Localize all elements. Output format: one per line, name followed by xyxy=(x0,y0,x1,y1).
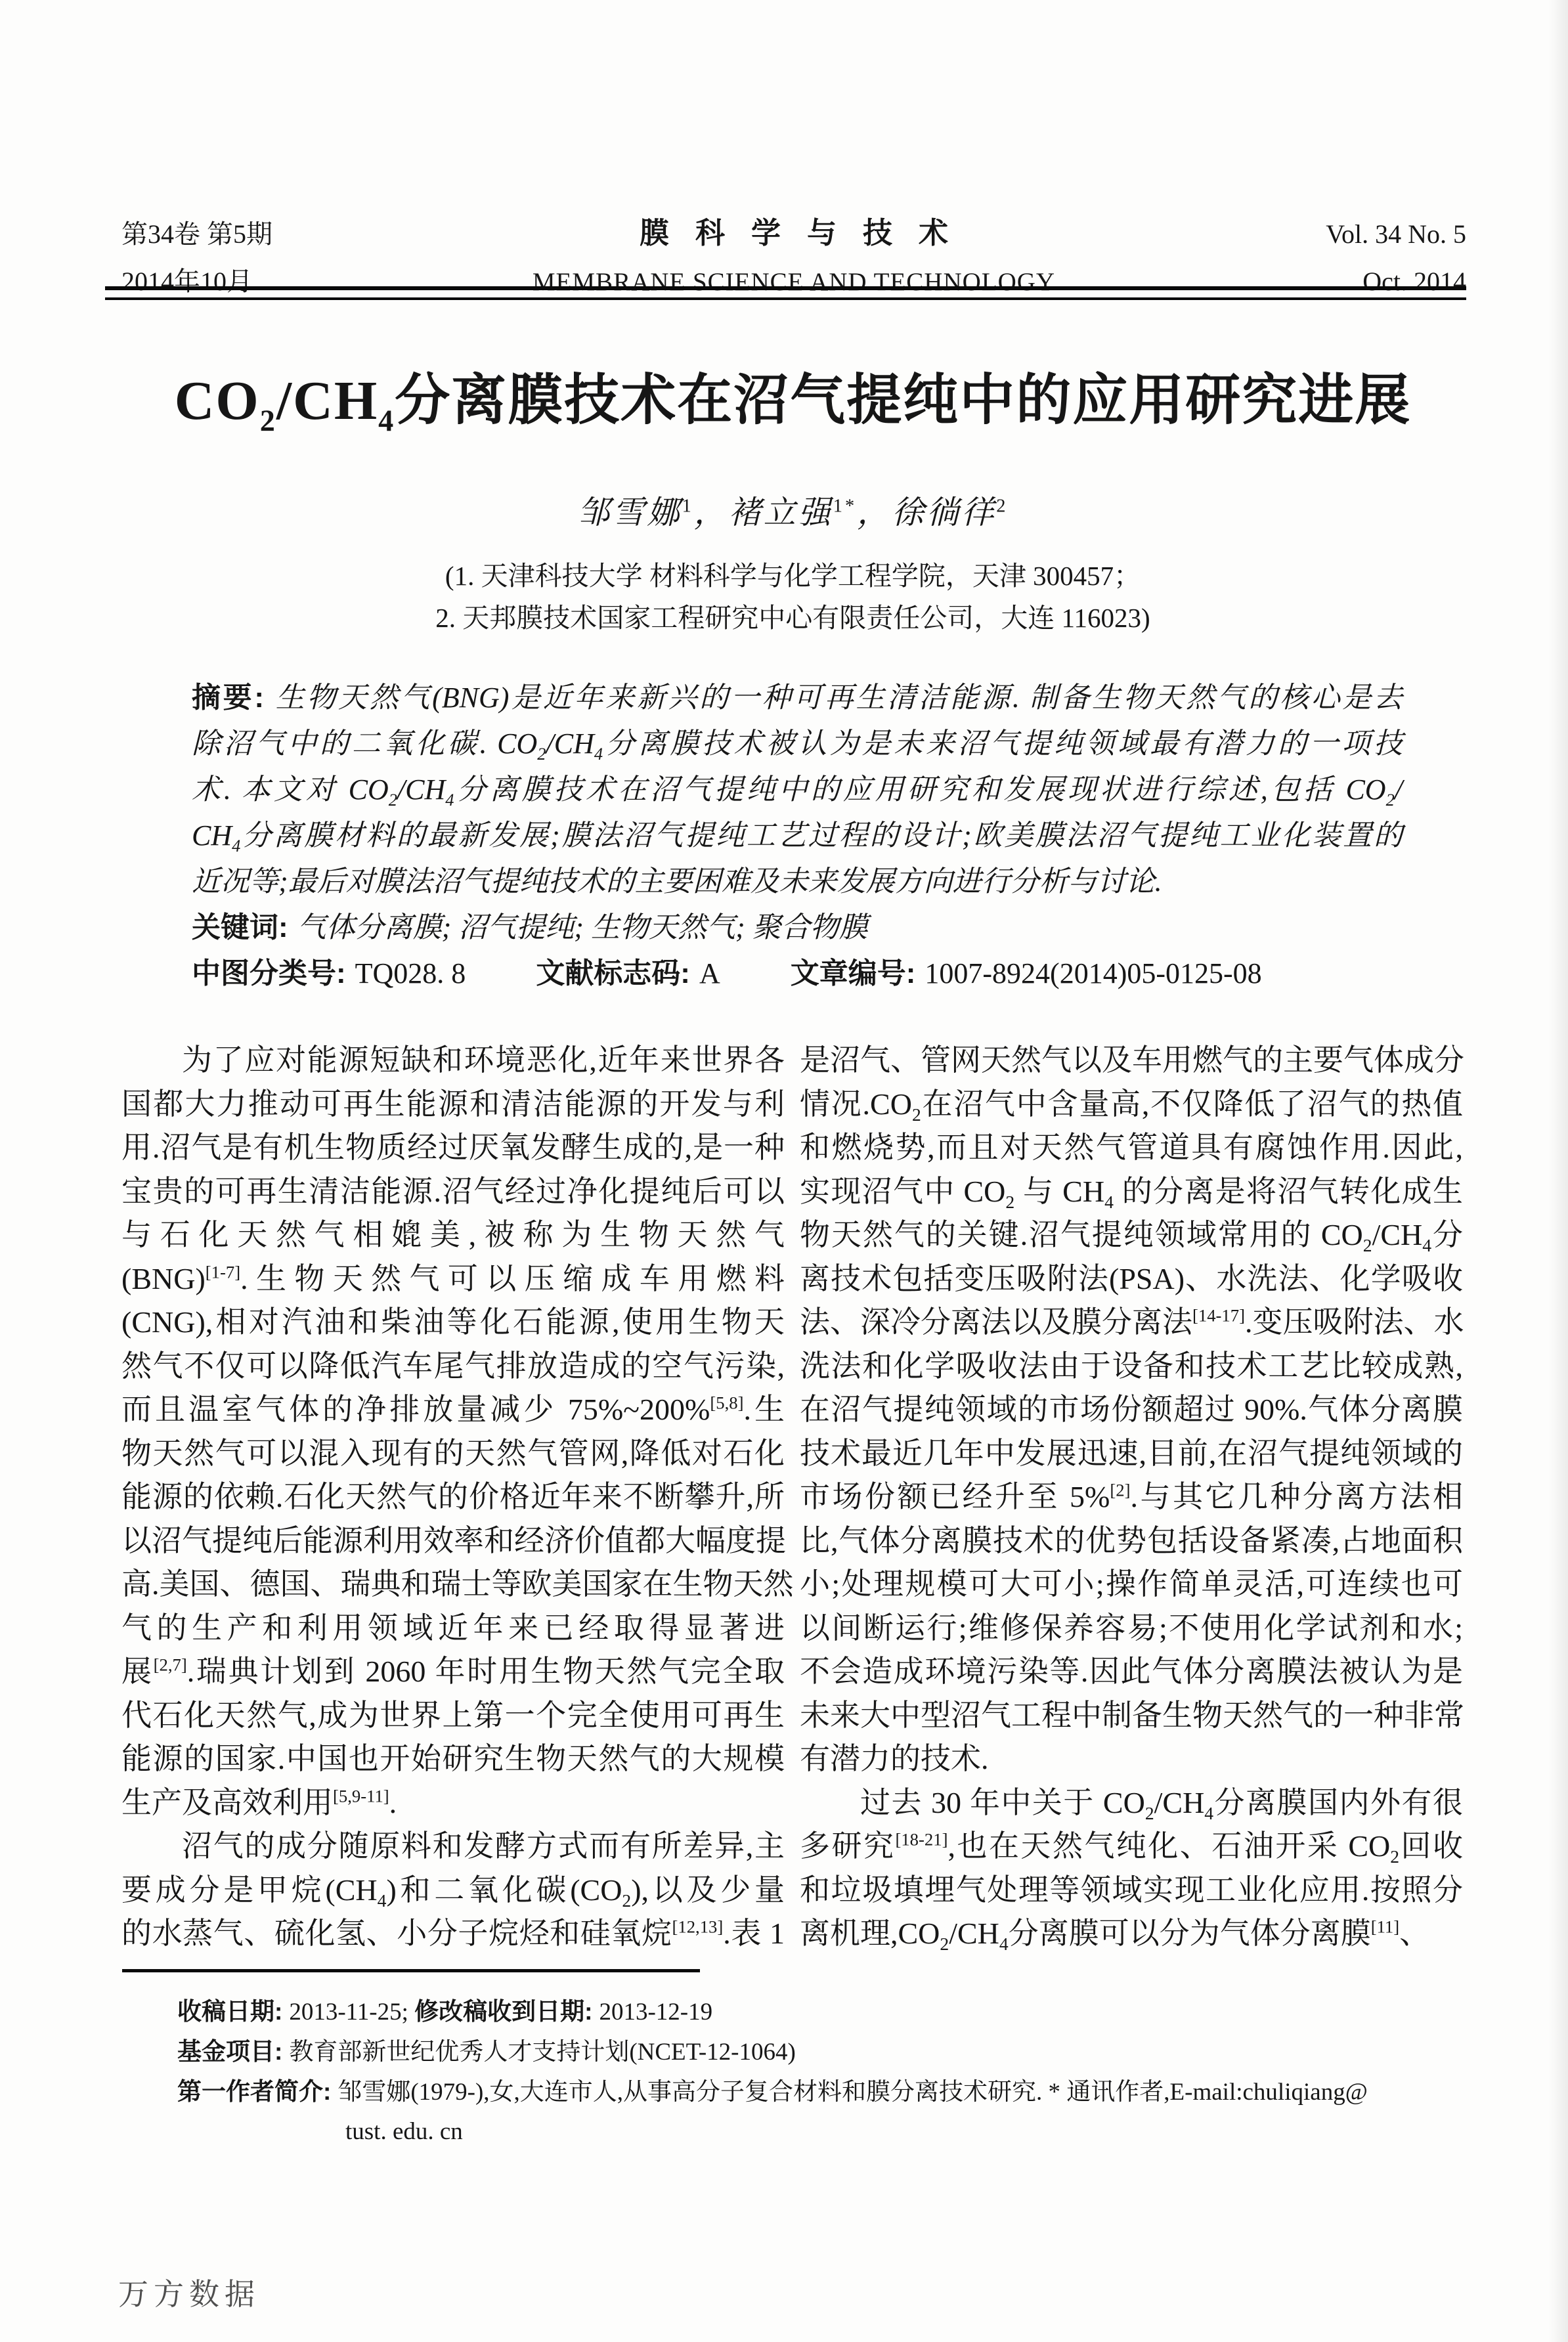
abstract-line: $CH_4$分离膜材料的最新发展;膜法沼气提纯工艺过程的设计;欧美膜法沼气提纯工业化装置的 xyxy=(192,819,1403,856)
article-no-value: 1007-8924(2014)05-0125-08 xyxy=(925,957,1262,989)
body-line: 能源的国家.中国也开始研究生物天然气的大规模 xyxy=(121,1742,785,1775)
header-divider-rule xyxy=(105,286,1466,300)
clc-label: 中图分类号: xyxy=(192,957,346,989)
keywords-text: 气体分离膜; 沼气提纯; 生物天然气; 聚合物膜 xyxy=(297,911,868,943)
body-line: 在沼气提纯领域的市场份额超过 90%.气体分离膜 xyxy=(800,1393,1463,1426)
body-line: 展[2,7].瑞典计划到 2060 年时用生物天然气完全取 xyxy=(121,1655,785,1688)
body-line: 而且温室气体的净排放量减少 75%~200%[5,8].生 xyxy=(121,1393,785,1426)
footnote-author-bio xyxy=(177,2072,1466,2112)
author-bio-label: 第一作者简介: xyxy=(177,2078,332,2105)
keywords-line xyxy=(192,905,1403,951)
body-line: 有潜力的技术. xyxy=(800,1742,989,1775)
article-title: $CO_2/CH_4$分离膜技术在沼气提纯中的应用研究进展 xyxy=(174,370,1412,437)
abstract-label: 摘要: xyxy=(192,682,265,714)
body-line: 市场份额已经升至 5%[2].与其它几种分离方法相 xyxy=(800,1480,1464,1513)
body-line: 法、深冷分离法以及膜分离法[14-17].变压吸附法、水 xyxy=(800,1305,1464,1339)
body-line: 与石化天然气相媲美,被称为生物天然气 xyxy=(121,1218,785,1251)
body-line: 多研究[18-21],也在天然气纯化、石油开采 $CO_2$回收 xyxy=(800,1829,1464,1867)
body-line: 物天然气可以混入现有的天然气管网,降低对石化 xyxy=(121,1436,785,1470)
classification-line xyxy=(192,951,1403,997)
body-line: 然气不仅可以降低汽车尾气排放造成的空气污染, xyxy=(121,1349,785,1383)
body-line: 离机理$,CO_2/CH_4$分离膜可以分为气体分离膜[11]、 xyxy=(800,1917,1430,1955)
affiliation-line-1: (1. 天津科技大学 材料科学与化学工程学院，天津 300457； xyxy=(445,561,1141,591)
body-line: 情况$.CO_2$在沼气中含量高,不仅降低了沼气的热值 xyxy=(800,1087,1464,1125)
body-line: 是沼气、管网天然气以及车用燃气的主要气体成分 xyxy=(800,1043,1464,1077)
abstract-block xyxy=(192,675,1403,997)
article-no-label: 文章编号: xyxy=(790,957,916,989)
body-line: 洗法和化学吸收法由于设备和技术工艺比较成熟, xyxy=(800,1349,1463,1383)
body-line: 以间断运行;维修保养容易;不使用化学试剂和水; xyxy=(800,1611,1463,1645)
abstract-line: 除沼气中的二氧化碳. $CO_2/CH_4$分离膜技术被认为是未来沼气提纯领域最有潜力的一项技 xyxy=(192,727,1403,764)
received-date-label: 收稿日期: xyxy=(177,1998,283,2025)
wanfang-watermark: 万方数据 xyxy=(118,2278,260,2311)
abstract-line: 近况等;最后对膜法沼气提纯技术的主要困难及未来发展方向进行分析与讨论. xyxy=(192,865,1162,898)
abstract-line: 术. 本文对 $CO_2/CH_4$分离膜技术在沼气提纯中的应用研究和发展现状进行综述,包括 $CO_2/$ xyxy=(192,773,1403,810)
body-line: 和燃烧势,而且对天然气管道具有腐蚀作用.因此, xyxy=(800,1131,1463,1164)
footnote-email-continuation: tust. edu. cn xyxy=(345,2118,463,2145)
journal-date-cn: 2014年10月 xyxy=(121,267,253,296)
clc-group xyxy=(192,957,466,989)
doc-code-group xyxy=(536,957,720,989)
body-line: 物天然气的关键.沼气提纯领域常用的 $CO_2/CH_4$分 xyxy=(800,1218,1463,1256)
article-authors: 邹雪娜$^1$，褚立强$^{1*}$，徐徜徉$^2$ xyxy=(577,494,1009,531)
body-column-left xyxy=(121,1039,794,1956)
body-line: 的水蒸气、硫化氢、小分子烷烃和硅氧烷[12,13].表 1 xyxy=(121,1917,785,1950)
article-no-group xyxy=(791,957,1262,989)
footnote-separator-rule xyxy=(122,1969,700,1972)
body-line: 和垃圾填埋气处理等领域实现工业化应用.按照分 xyxy=(800,1873,1463,1907)
body-line: 以沼气提纯后能源利用效率和经济价值都大幅度提 xyxy=(121,1523,786,1557)
body-line: 要成分是甲烷$(CH_4)$和二氧化碳$(CO_2)$,以及少量 xyxy=(121,1873,785,1911)
revised-date-value: 2013-12-19 xyxy=(599,1999,713,2026)
body-columns xyxy=(121,1039,1466,1956)
journal-date-en: Oct. 2014 xyxy=(1362,267,1466,296)
body-line: 气的生产和利用领域近年来已经取得显著进 xyxy=(121,1611,785,1645)
body-line: 过去 30 年中关于 $CO_2/CH_4$分离膜国内外有很 xyxy=(860,1785,1464,1823)
affiliation-line-2: 2. 天邦膜技术国家工程研究中心有限责任公司，大连 116023) xyxy=(435,603,1150,633)
body-line: 高.美国、德国、瑞典和瑞士等欧美国家在生物天然 xyxy=(121,1567,794,1601)
doc-code-value: A xyxy=(699,957,720,989)
journal-header xyxy=(121,209,1466,298)
fund-label: 基金项目: xyxy=(177,2038,283,2065)
journal-header-row-1 xyxy=(121,209,1466,251)
footnote-fund xyxy=(177,2032,1466,2072)
footnote-dates xyxy=(177,1992,1466,2032)
body-line: 不会造成环境污染等.因此气体分离膜法被认为是 xyxy=(800,1655,1463,1688)
body-line: (BNG)[1-7].生物天然气可以压缩成车用燃料 xyxy=(121,1261,785,1295)
clc-value: TQ028. 8 xyxy=(355,957,466,989)
body-line: 未来大中型沼气工程中制备生物天然气的一种非常 xyxy=(800,1698,1464,1732)
footnotes-block xyxy=(177,1992,1466,2152)
body-line: 沼气的成分随原料和发酵方式而有所差异,主 xyxy=(182,1829,785,1863)
body-column-right xyxy=(800,1039,1463,1956)
body-line: 技术最近几年中发展迅速,目前,在沼气提纯领域的 xyxy=(800,1436,1463,1470)
body-line: 国都大力推动可再生能源和清洁能源的开发与利 xyxy=(121,1087,785,1121)
body-line: 小;处理规模可大可小;操作简单灵活,可连续也可 xyxy=(800,1567,1463,1601)
body-line: 离技术包括变压吸附法(PSA)、水洗法、化学吸收 xyxy=(800,1261,1463,1295)
abstract-line xyxy=(192,675,1403,721)
body-line: 代石化天然气,成为世界上第一个完全使用可再生 xyxy=(121,1698,785,1732)
body-line: 能源的依赖.石化天然气的价格近年来不断攀升,所 xyxy=(121,1480,785,1513)
fund-value: 教育部新世纪优秀人才支持计划(NCET-12-1064) xyxy=(289,2039,796,2066)
journal-name-cn: 膜科学与技术 xyxy=(639,216,974,249)
abstract-text: 生物天然气(BNG)是近年来新兴的一种可再生清洁能源. 制备生物天然气的核心是去 xyxy=(273,682,1403,714)
corresponding-author-note: * 通讯作者,E-mail:chuliqiang@ xyxy=(1048,2079,1368,2106)
body-line: (CNG),相对汽油和柴油等化石能源,使用生物天 xyxy=(121,1305,785,1339)
journal-vol-issue-cn: 第34卷 第5期 xyxy=(121,219,272,249)
body-line: 生产及高效利用[5,9-11]. xyxy=(121,1785,397,1819)
body-line: 实现沼气中 $CO_2$ 与 $CH_4$ 的分离是将沼气转化成生 xyxy=(800,1174,1464,1212)
received-date-value: 2013-11-25; xyxy=(289,1999,408,2026)
body-line: 用.沼气是有机生物质经过厌氧发酵生成的,是一种 xyxy=(121,1131,785,1164)
revised-date-label: 修改稿收到日期: xyxy=(414,1998,593,2025)
doc-code-label: 文献标志码: xyxy=(536,957,690,989)
journal-name-en: MEMBRANE SCIENCE AND TECHNOLOGY xyxy=(532,268,1056,296)
journal-vol-issue-en: Vol. 34 No. 5 xyxy=(1326,219,1466,249)
article-affiliations xyxy=(121,555,1464,639)
body-line: 比,气体分离膜技术的优势包括设备紧凑,占地面积 xyxy=(800,1523,1463,1557)
keywords-label: 关键词: xyxy=(192,911,288,943)
body-line: 宝贵的可再生清洁能源.沼气经过净化提纯后可以 xyxy=(121,1174,785,1208)
body-line: 为了应对能源短缺和环境恶化,近年来世界各 xyxy=(182,1043,785,1077)
author-bio-value: 邹雪娜(1979-),女,大连市人,从事高分子复合材料和膜分离技术研究. xyxy=(338,2079,1043,2106)
